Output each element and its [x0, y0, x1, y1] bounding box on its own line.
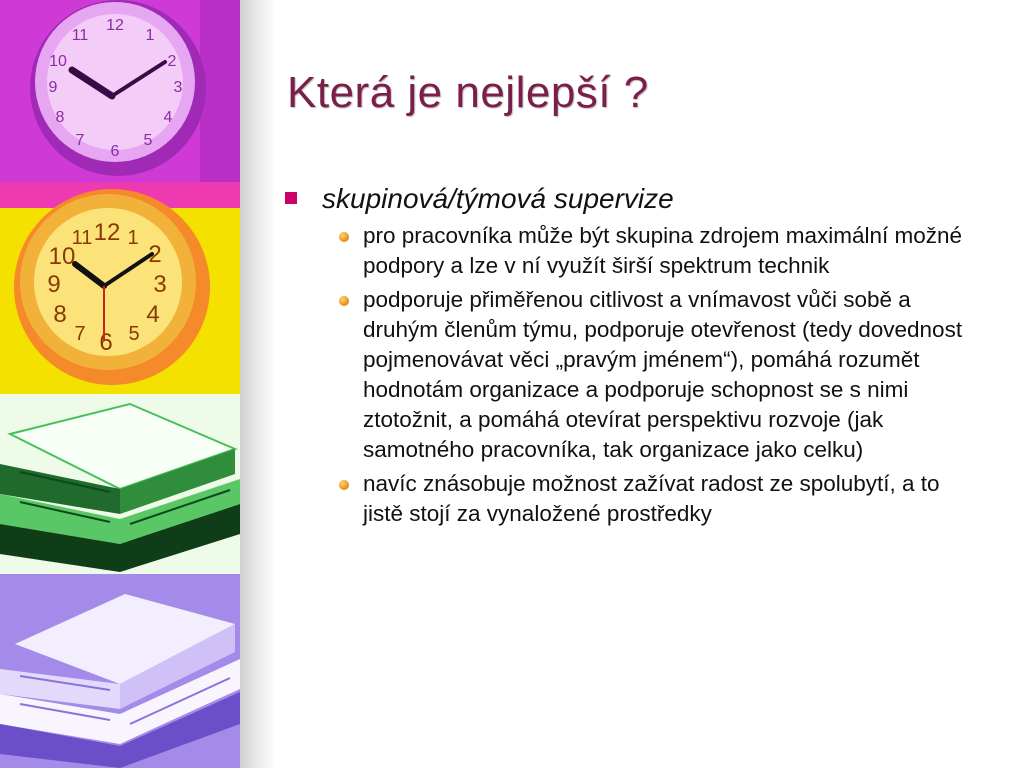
sub-bullet-list [335, 221, 985, 529]
svg-text:3: 3 [173, 79, 183, 96]
main-bullet [285, 183, 985, 215]
svg-text:6: 6 [99, 329, 113, 356]
svg-text:12: 12 [93, 219, 121, 246]
svg-text:5: 5 [128, 323, 140, 345]
yellow-clock-image [0, 182, 240, 394]
decorative-image-strip [0, 0, 240, 768]
round-bullet-icon [339, 296, 349, 306]
svg-text:8: 8 [53, 301, 67, 328]
svg-text:10: 10 [49, 53, 67, 70]
svg-text:1: 1 [127, 227, 139, 249]
sub-bullet-text: navíc znásobuje možnost zažívat radost ze spolubytí, a to jistě stojí za vynaložené prostředky [363, 471, 940, 526]
svg-text:2: 2 [167, 53, 177, 70]
sub-bullet-item [335, 285, 985, 465]
main-bullet-text: skupinová/týmová supervize [322, 183, 674, 214]
sub-bullet-text: podporuje přiměřenou citlivost a vnímavost vůči sobě a druhým členům týmu, podporuje otevřenost (tedy dovednost pojmenovávat věci „pravým jménem“), pomáhá rozumět hodnotám organizace a podporuje schopnost se s nimi ztotožnit, a pomáhá otevírat perspektivu rozvoje (jak samotného pracovníka, tak organizace jako celku) [363, 287, 963, 462]
round-bullet-icon [339, 232, 349, 242]
svg-text:2: 2 [148, 241, 162, 268]
svg-text:9: 9 [48, 79, 58, 96]
svg-text:5: 5 [143, 132, 153, 149]
sub-bullet-item [335, 221, 985, 281]
square-bullet-icon [285, 192, 297, 204]
svg-text:3: 3 [153, 271, 167, 298]
svg-text:6: 6 [110, 143, 120, 160]
slide-content [285, 183, 985, 533]
svg-text:10: 10 [48, 243, 76, 270]
svg-text:1: 1 [145, 27, 155, 44]
sub-bullet-text: pro pracovníka může být skupina zdrojem maximální možné podpory a lze v ní využít širší spektrum technik [363, 223, 963, 278]
svg-text:7: 7 [74, 323, 86, 345]
round-bullet-icon [339, 480, 349, 490]
svg-text:8: 8 [55, 109, 65, 126]
svg-text:4: 4 [163, 109, 173, 126]
svg-text:12: 12 [106, 17, 124, 34]
green-books-image [0, 394, 240, 574]
svg-text:9: 9 [47, 271, 61, 298]
violet-books-image [0, 574, 240, 768]
purple-clock-image [0, 0, 240, 182]
slide-title: Která je nejlepší ? [287, 68, 649, 117]
svg-text:11: 11 [71, 27, 89, 44]
svg-text:11: 11 [71, 227, 93, 249]
svg-text:4: 4 [146, 301, 160, 328]
strip-shadow [240, 0, 276, 768]
sub-bullet-item [335, 469, 985, 529]
svg-text:7: 7 [75, 132, 85, 149]
